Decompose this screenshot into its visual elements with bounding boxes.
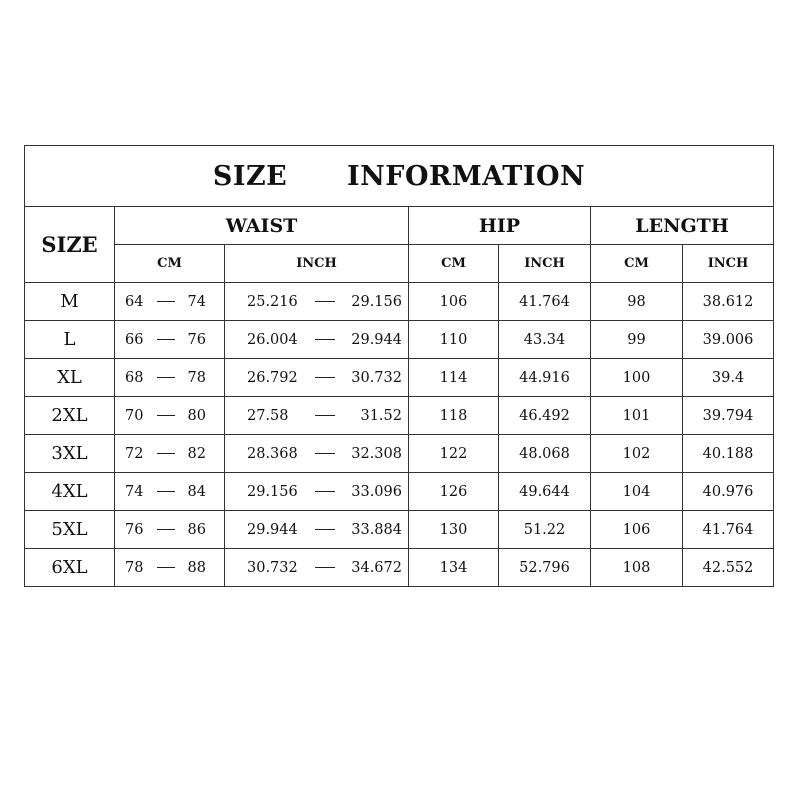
table-body (25, 283, 774, 587)
range-dash (157, 415, 175, 416)
hip-inch-header: INCH (499, 245, 591, 283)
length-cm-value: 104 (591, 473, 683, 511)
waist-inch-min: 28.368 (247, 445, 298, 462)
size-label: 3XL (25, 435, 115, 473)
size-label: XL (25, 359, 115, 397)
table-row (25, 473, 774, 511)
hip-inch-value: 43.34 (499, 321, 591, 359)
hip-cm-value: 106 (409, 283, 499, 321)
hip-cm-value: 114 (409, 359, 499, 397)
range-dash (315, 529, 335, 530)
hip-cm-value: 118 (409, 397, 499, 435)
waist-inch-max: 33.884 (351, 521, 402, 538)
table-row (25, 283, 774, 321)
waist-cm-min: 66 (125, 331, 144, 348)
waist-cm-max: 76 (187, 331, 206, 348)
length-cm-value: 101 (591, 397, 683, 435)
size-label: L (25, 321, 115, 359)
length-cm-value: 98 (591, 283, 683, 321)
waist-inch-max: 31.52 (360, 407, 402, 424)
waist-inch-min: 29.156 (247, 483, 298, 500)
waist-cm-max: 84 (187, 483, 206, 500)
hip-cm-value: 110 (409, 321, 499, 359)
length-cm-value: 99 (591, 321, 683, 359)
waist-cm-range (115, 435, 225, 473)
size-label: 4XL (25, 473, 115, 511)
waist-header: WAIST (115, 207, 409, 245)
length-inch-value: 39.4 (683, 359, 774, 397)
length-cm-value: 100 (591, 359, 683, 397)
waist-cm-max: 78 (187, 369, 206, 386)
range-dash (157, 529, 175, 530)
range-dash (315, 453, 335, 454)
length-header: LENGTH (591, 207, 774, 245)
waist-inch-max: 32.308 (351, 445, 402, 462)
hip-cm-value: 130 (409, 511, 499, 549)
table-row (25, 321, 774, 359)
waist-cm-min: 76 (125, 521, 144, 538)
waist-inch-range (225, 511, 409, 549)
range-dash (157, 377, 175, 378)
waist-cm-min: 64 (125, 293, 144, 310)
range-dash (315, 491, 335, 492)
length-cm-value: 108 (591, 549, 683, 587)
length-cm-header: CM (591, 245, 683, 283)
length-inch-value: 39.006 (683, 321, 774, 359)
length-cm-value: 102 (591, 435, 683, 473)
waist-inch-min: 30.732 (247, 559, 298, 576)
waist-inch-range (225, 435, 409, 473)
table-row (25, 397, 774, 435)
hip-cm-header: CM (409, 245, 499, 283)
hip-inch-value: 41.764 (499, 283, 591, 321)
size-label: M (25, 283, 115, 321)
length-cm-value: 106 (591, 511, 683, 549)
waist-cm-range (115, 549, 225, 587)
hip-inch-value: 44.916 (499, 359, 591, 397)
waist-cm-range (115, 511, 225, 549)
waist-cm-range (115, 473, 225, 511)
waist-inch-max: 33.096 (351, 483, 402, 500)
waist-inch-min: 26.792 (247, 369, 298, 386)
size-label: 6XL (25, 549, 115, 587)
range-dash (315, 377, 335, 378)
waist-inch-range (225, 321, 409, 359)
waist-cm-range (115, 283, 225, 321)
waist-cm-min: 74 (125, 483, 144, 500)
hip-inch-value: 51.22 (499, 511, 591, 549)
length-inch-value: 40.188 (683, 435, 774, 473)
range-dash (315, 301, 335, 302)
hip-inch-value: 48.068 (499, 435, 591, 473)
waist-inch-range (225, 397, 409, 435)
waist-cm-header: CM (115, 245, 225, 283)
waist-inch-max: 29.944 (351, 331, 402, 348)
waist-cm-min: 68 (125, 369, 144, 386)
table-row (25, 549, 774, 587)
hip-cm-value: 122 (409, 435, 499, 473)
size-label: 2XL (25, 397, 115, 435)
waist-cm-max: 82 (187, 445, 206, 462)
waist-inch-max: 29.156 (351, 293, 402, 310)
range-dash (157, 339, 175, 340)
table-row (25, 359, 774, 397)
hip-inch-value: 52.796 (499, 549, 591, 587)
waist-cm-range (115, 397, 225, 435)
table-row (25, 511, 774, 549)
waist-inch-header: INCH (225, 245, 409, 283)
waist-inch-max: 30.732 (351, 369, 402, 386)
hip-inch-value: 46.492 (499, 397, 591, 435)
waist-inch-max: 34.672 (351, 559, 402, 576)
hip-cm-value: 134 (409, 549, 499, 587)
waist-cm-min: 72 (125, 445, 144, 462)
range-dash (157, 453, 175, 454)
waist-inch-min: 25.216 (247, 293, 298, 310)
waist-cm-range (115, 359, 225, 397)
hip-header: HIP (409, 207, 591, 245)
length-inch-value: 41.764 (683, 511, 774, 549)
waist-cm-max: 86 (187, 521, 206, 538)
waist-cm-min: 78 (125, 559, 144, 576)
range-dash (157, 567, 175, 568)
length-inch-value: 40.976 (683, 473, 774, 511)
length-inch-value: 38.612 (683, 283, 774, 321)
range-dash (315, 567, 335, 568)
waist-inch-range (225, 473, 409, 511)
hip-cm-value: 126 (409, 473, 499, 511)
waist-inch-min: 29.944 (247, 521, 298, 538)
table-title: SIZE INFORMATION (25, 146, 774, 207)
range-dash (157, 301, 175, 302)
waist-cm-max: 74 (187, 293, 206, 310)
waist-cm-max: 80 (187, 407, 206, 424)
hip-inch-value: 49.644 (499, 473, 591, 511)
size-column-header: SIZE (25, 207, 115, 283)
waist-inch-min: 26.004 (247, 331, 298, 348)
size-label: 5XL (25, 511, 115, 549)
table-row (25, 435, 774, 473)
size-information-table (24, 145, 774, 587)
waist-inch-range (225, 549, 409, 587)
waist-inch-min: 27.58 (247, 407, 289, 424)
waist-cm-min: 70 (125, 407, 144, 424)
length-inch-header: INCH (683, 245, 774, 283)
range-dash (315, 339, 335, 340)
range-dash (315, 415, 335, 416)
waist-inch-range (225, 283, 409, 321)
waist-cm-max: 88 (187, 559, 206, 576)
length-inch-value: 39.794 (683, 397, 774, 435)
waist-cm-range (115, 321, 225, 359)
waist-inch-range (225, 359, 409, 397)
length-inch-value: 42.552 (683, 549, 774, 587)
range-dash (157, 491, 175, 492)
